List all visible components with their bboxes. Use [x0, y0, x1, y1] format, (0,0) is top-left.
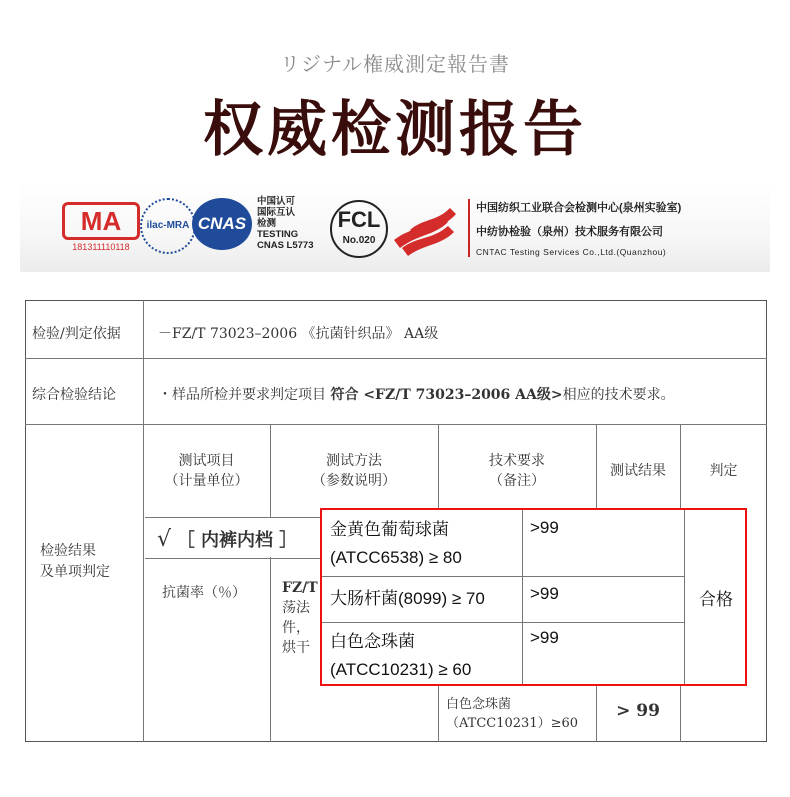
- fcl-logo-number: No.020: [342, 235, 376, 246]
- req-1-line1: 金黄色葡萄球菌: [330, 520, 449, 539]
- bottom-req-line2: （ATCC10231）≥60: [446, 716, 579, 731]
- cnas-text-line: 中国认可: [257, 196, 296, 207]
- section-title: [157, 526, 297, 552]
- highlight-req-2: 大肠杆菌(8099) ≥ 70: [330, 589, 485, 608]
- bottom-requirement: [446, 693, 578, 731]
- cnas-logo: CNAS: [192, 198, 252, 250]
- method-line: 荡法: [282, 600, 310, 616]
- col-divider: [438, 686, 439, 742]
- method-line: 件，: [282, 620, 310, 636]
- method-line: FZ/T: [282, 580, 318, 596]
- cma-logo-text: MA: [80, 206, 122, 236]
- subtitle: リジナル権威測定報告書: [280, 52, 510, 76]
- highlight-row-divider: [322, 622, 684, 623]
- header-req-line2: （备注）: [489, 473, 545, 489]
- req-3-line2: (ATCC10231) ≥ 60: [330, 660, 472, 679]
- header-method-line2: （参数说明）: [312, 473, 396, 489]
- cnas-text-line: TESTING: [257, 229, 299, 240]
- col-divider: [270, 557, 271, 742]
- req-3-line1: 白色念珠菌: [330, 632, 415, 651]
- cntac-text: [468, 199, 756, 257]
- cntac-line-3: CNTAC Testing Services Co.,Ltd.(Quanzhou): [476, 247, 667, 257]
- highlight-result-2: >99: [530, 584, 559, 603]
- highlight-result-1: >99: [530, 518, 559, 537]
- highlight-row-divider: [322, 576, 684, 577]
- header-method-line1: 测试方法: [326, 453, 382, 469]
- bottom-result: > 99: [616, 701, 660, 721]
- cntac-line-1: 中国纺织工业联合会检测中心(泉州实验室): [476, 202, 682, 214]
- row1-value: －FZ/T 73023–2006 《抗菌针织品》 AA级: [158, 326, 439, 342]
- header-judge: 判定: [709, 463, 738, 479]
- row-divider: [25, 424, 767, 425]
- method-text: [282, 578, 318, 658]
- row2-value-bold: 符合 <FZ/T 73023–2006 AA级>: [330, 387, 563, 403]
- row1-label: 检验/判定依据: [32, 326, 121, 342]
- highlight-req-1: [330, 516, 462, 572]
- cnas-text-line: CNAS L5773: [257, 240, 314, 251]
- method-line: 烘干: [282, 640, 310, 656]
- col-divider: [680, 686, 681, 742]
- row2-value: [158, 384, 675, 404]
- header-req-line1: 技术要求: [489, 453, 545, 469]
- ilac-mra-logo: ilac-MRA: [140, 198, 196, 254]
- highlight-col-divider: [522, 510, 523, 684]
- row2-value-post: 相应的技术要求。: [562, 387, 675, 403]
- cma-number: 181311110118: [72, 242, 130, 252]
- header-result: 测试结果: [610, 463, 666, 479]
- header-item: [143, 450, 270, 490]
- fcl-logo: [330, 200, 388, 258]
- row2-label: 综合检验结论: [32, 387, 116, 403]
- row3-label-line2: 及单项判定: [40, 564, 110, 580]
- cntac-line-2: 中纺协检验（泉州）技术服务有限公司: [476, 226, 663, 238]
- header-method: [270, 450, 438, 490]
- item-name: 抗菌率（％）: [162, 585, 246, 601]
- cnas-text-line: 国际互认: [257, 207, 296, 218]
- fcl-logo-main: FCL: [337, 207, 381, 232]
- row2-value-pre: ・样品所检并要求判定项目: [158, 387, 326, 403]
- cnas-text-line: 检测: [257, 218, 277, 229]
- row-divider: [25, 358, 767, 359]
- highlight-col-divider: [684, 510, 685, 684]
- header-requirement: [438, 450, 596, 490]
- col-divider: [143, 300, 144, 742]
- highlight-result-3: >99: [530, 628, 559, 647]
- highlight-req-3: [330, 628, 471, 684]
- section-label: ［ 内裤内档 ］: [176, 530, 298, 551]
- highlight-judge: 合格: [699, 590, 733, 609]
- cnas-text: [257, 196, 321, 251]
- row3-label-line1: 检验结果: [40, 543, 96, 559]
- bottom-req-line1: 白色念珠菌: [446, 697, 512, 712]
- cntac-flag-icon: [392, 196, 462, 256]
- header-item-line2: （计量单位）: [164, 473, 249, 489]
- page-title: 权威检测报告: [203, 95, 587, 165]
- check-icon: √: [157, 527, 172, 552]
- req-1-line2: (ATCC6538) ≥ 80: [330, 548, 462, 567]
- cma-logo: [62, 202, 140, 240]
- header-item-line1: 测试项目: [178, 453, 235, 469]
